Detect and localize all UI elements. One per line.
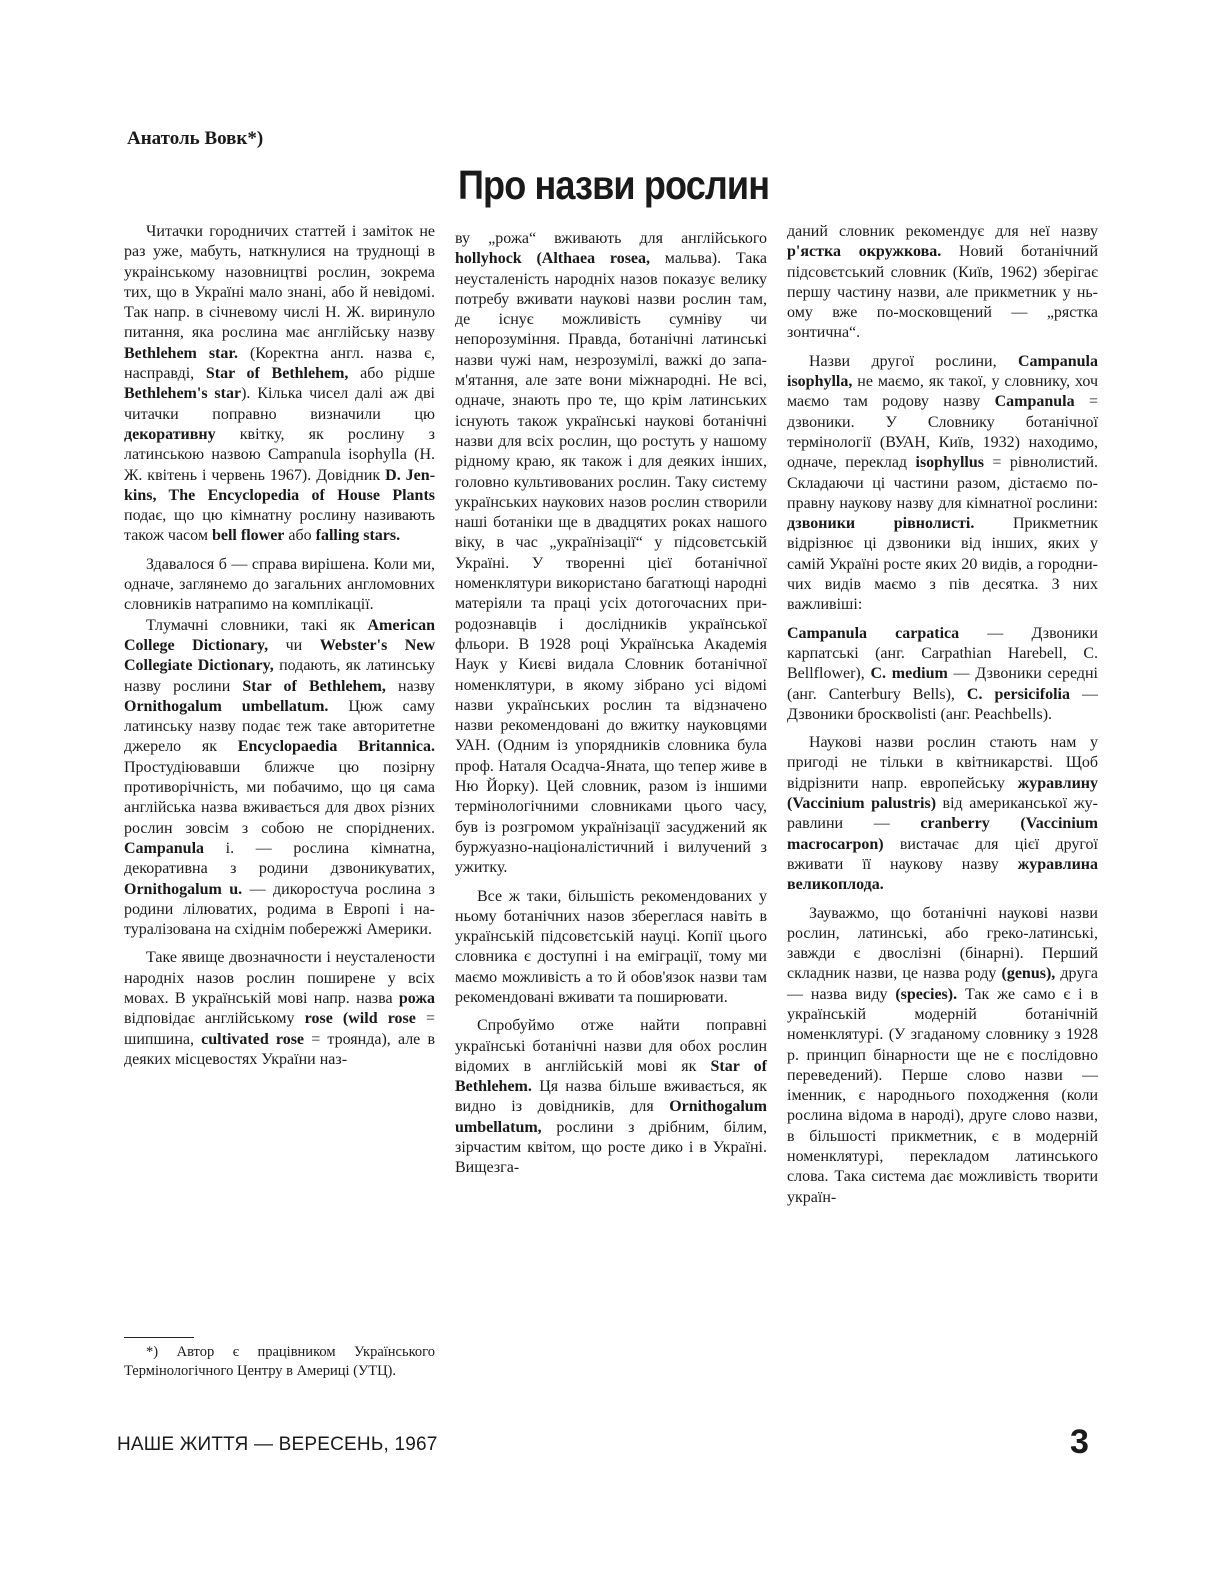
paragraph: Спробуймо отже найти поправні українські ботанічні назви для обох рослин відомих в англійській мові як Star of Bethlehem. Ця назва більше вживається, як видно із довідників, для Ornithogalum umbellatum, рослини з дрібним, білим, зірчастим квітом, що росте дико і в Україні. Вищезга- — [455, 1017, 767, 1177]
paragraph: Зауважмо, що ботанічні наукові назви рослин, латинські, або греко-латинські, завжди є двослізні (бінарні). Перший складник назви, це назва роду (genus), друга — назва виду (species). Так же само є і в українській модерній ботанічній номенклятурі. (У згаданому словнику з 1928 р. принцип бінарности ще не є послідовно переведений). Перше слово назви — іменник, є народнього походження (коли рослина відома в народі), друге слово назви, в більшості прикметник, є в модерній номенклятурі, перекладом латинського слова. Така система дає можливість творити україн- — [787, 904, 1098, 1206]
column-1 — [124, 222, 435, 1078]
paragraph: Назви другої рослини, Campanula isophylla, не маємо, як такої, у словнику, хоч маємо там родову назву Campanula = дзвоники. У Словнику ботанічної термінології (ВУАН, Київ, 1932) находимо, одначе, переклад isophyllus = рівнолистий. Складаючи ці частини разом, дістаємо поправну наукову назву для кімнатної рослини: дзвоники рівнолисті. Прикметник відрізнює ці дзвоники від інших, яких у самій Україні росте яких 20 видів, а городничих видів маємо з пів десятка. З них важливіші: — [787, 352, 1098, 614]
page-number: 3 — [1070, 1423, 1089, 1461]
paragraph: даний словник рекомендує для неї назву р'ястка окружкова. Новий ботанічний підсовєтський словник (Київ, 1962) зберігає першу частину назви, але прикметник у ньому вже по-московщений — „рястка зонтична“. — [787, 223, 1099, 342]
paragraph: Campanula carpatica — Дзвоники карпатські (анг. Carpathian Harebell, C. Bellflower), C. medium — Дзвоники середні (анг. Canterbury Bells), C. persicifolia — Дзвоники бросквolisti (анг. Peachbells). — [787, 624, 1099, 723]
article-title: Про назви рослин — [458, 162, 770, 208]
paragraph: Здавалося б — справа вирішена. Коли ми, одначе, заглянемо до загальних англомовних словників натрапимо на комплікації. — [124, 555, 435, 614]
footnote: *) Автор є працівником Українського Термінологічного Центру в Америці (УТЦ). — [124, 1344, 435, 1379]
author-name: Анатоль Вовк*) — [127, 128, 264, 149]
paragraph: ву „рожа“ вживають для англійського hollyhock (Althaea rosea, мальва). Така неусталеність народніх назов показує велику потребу вживати наукові назви рослин там, де існує можливість сумніву чи непорозуміння. Правда, ботанічні латинські назви чужі нам, незрозумілі, важкі до запам'ятання, але зате вони міжнародні. Не всі, одначе, знають про те, що крім латинських існують також українські наукові ботанічні назви для всіх рослин, що ростуть у нашому рідному краю, як також і для деяких інших, головно культивованих рослин. Таку систему українських наукових назов рослин створили наші ботаніки ще в двадцятих роках нашого віку, в час „українізації“ у підсовєтській Україні. У творенні цієї ботанічної номенклятури використано багатющі народні матеріяли та праці усіх дотогочасних природознавців і дослідників української фльори. В 1928 році Українська Академія Наук у Києві видала Словник ботанічної номенклятури, в якому зібрано усі відомі назви українських рослин та відзначено назви рекомендовані до вжитку науковцями УАН. (Одним із упорядників словника була проф. Наталя Осадча-Яната, що тепер живе в Ню Йорку). Цей словник, разом із іншими термінологічними словниками цього часу, був із розгромом українізації засуджений як буржуазно-націоналістичний і вилучений з ужитку. — [455, 230, 767, 877]
column-2 — [455, 229, 767, 1187]
paragraph: Тлумачні словники, такі як American College Dictionary, чи Webster's New Collegiate Dictionary, подають, як латинську назву рослини Star of Bethlehem, назву Ornithogalum umbellatum. Цюж саму латинську назву подає теж таке авторитетне джерело як Encyclopaedia Britannica. Простудіювавши ближче цю позірну противорічність, ми побачимо, що ця сама англійська назва вживається для двох різних рослин зовсім з собою не споріднених. Campanula і. — рослина кімнатна, декоративна з родини дзвоникуватих, Ornithogalum u. — дикоростуча рослина з родини лілюватих, родима в Европі і натуралізована на східнім побережжі Америки. — [124, 616, 436, 939]
footer-publication: НАШЕ ЖИТТЯ — ВЕРЕСЕНЬ, 1967 — [117, 1434, 438, 1455]
footnote-rule — [124, 1337, 194, 1338]
paragraph: Таке явище двозначности і неусталености народніх назов рослин поширене у всіх мовах. В українській мові напр. назва рожа відповідає англійському rose (wild rose = шипшина, cultivated rose = троянда), але в деяких місцевостях України наз- — [124, 949, 436, 1068]
paragraph: Читачки городничих статтей і заміток не раз уже, мабуть, наткнулися на труднощі в украінському назовництві рослин, зокрема тих, що в Україні мало знані, або й невідомі. Так напр. в січневому числі Н. Ж. виринуло питання, яка рослина має англійську назву Bethlehem star. (Коректна англ. назва є, насправді, Star of Bethlehem, або рідше Bethlehem's star). Кілька чисел далі аж дві читачки поправно визначили цю декоративну квітку, як рослину з латинською назвою Campanula isophylla (Н. Ж. квітень і червень 1967). Довідник D. Jenkins, The Encyclopedia of House Plants подає, що цю кімнатну рослину називають також часом bell flower або falling stars. — [124, 223, 436, 545]
column-3 — [787, 222, 1098, 1216]
paragraph: Наукові назви рослин стають нам у пригоді не тільки в квітникарстві. Щоб відрізнити напр. европейську журавлину (Vaccinium palustris) від американської журавлини — cranberry (Vaccinium macrocarpon) вистачає для цієї другої вживати її наукову назву журавлина великоплода. — [787, 734, 1099, 894]
paragraph: Все ж таки, більшість рекомендованих у ньому ботанічних назов збереглася навіть в українській підсовєтській науці. Копії цього словника є доступні і на еміграції, тому ми маємо можливість а то й обов'язок назви там рекомендовані вживати та поширювати. — [455, 887, 767, 1006]
